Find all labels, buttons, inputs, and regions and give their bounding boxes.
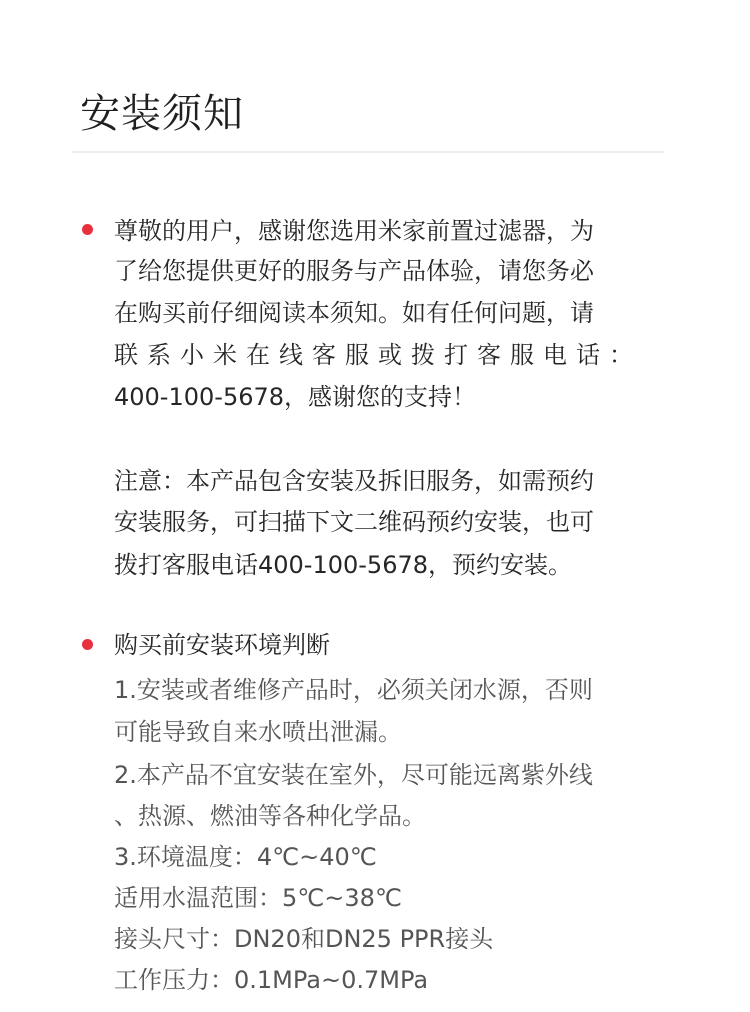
environment-item: 接头尺寸：DN20和DN25 PPR接头: [114, 925, 494, 953]
environment-item: 工作压力：0.1MPa~0.7MPa: [114, 966, 429, 994]
note-line: 拨打客服电话400-100-5678，预约安装。: [114, 551, 573, 579]
environment-item: 1.安装或者维修产品时，必须关闭水源，否则: [114, 676, 593, 704]
notice-line: 400-100-5678，感谢您的支持！: [114, 383, 477, 411]
environment-item: 、热源、燃油等各种化学品。: [114, 802, 426, 830]
environment-item: 可能导致自来水喷出泄漏。: [114, 718, 402, 746]
notice-line: 在购买前仔细阅读本须知。如有任何问题，请: [114, 299, 594, 327]
notice-line: 尊敬的用户，感谢您选用米家前置过滤器，为: [114, 217, 594, 245]
environment-item: 适用水温范围：5℃~38℃: [114, 884, 402, 912]
environment-heading: 购买前安装环境判断: [114, 631, 330, 659]
title-divider: [72, 151, 664, 153]
environment-item: 3.环境温度：4℃~40℃: [114, 843, 377, 871]
note-line: 注意：本产品包含安装及拆旧服务，如需预约: [114, 467, 594, 495]
notice-line: 联系小米在线客服或拨打客服电话：: [114, 341, 642, 369]
notice-line: 了给您提供更好的服务与产品体验，请您务必: [114, 257, 594, 285]
bullet-dot: [82, 639, 93, 650]
page-title: 安装须知: [80, 91, 244, 137]
environment-item: 2.本产品不宜安装在室外，尽可能远离紫外线: [114, 761, 593, 789]
note-line: 安装服务，可扫描下文二维码预约安装，也可: [114, 508, 594, 536]
bullet-dot: [82, 224, 93, 235]
